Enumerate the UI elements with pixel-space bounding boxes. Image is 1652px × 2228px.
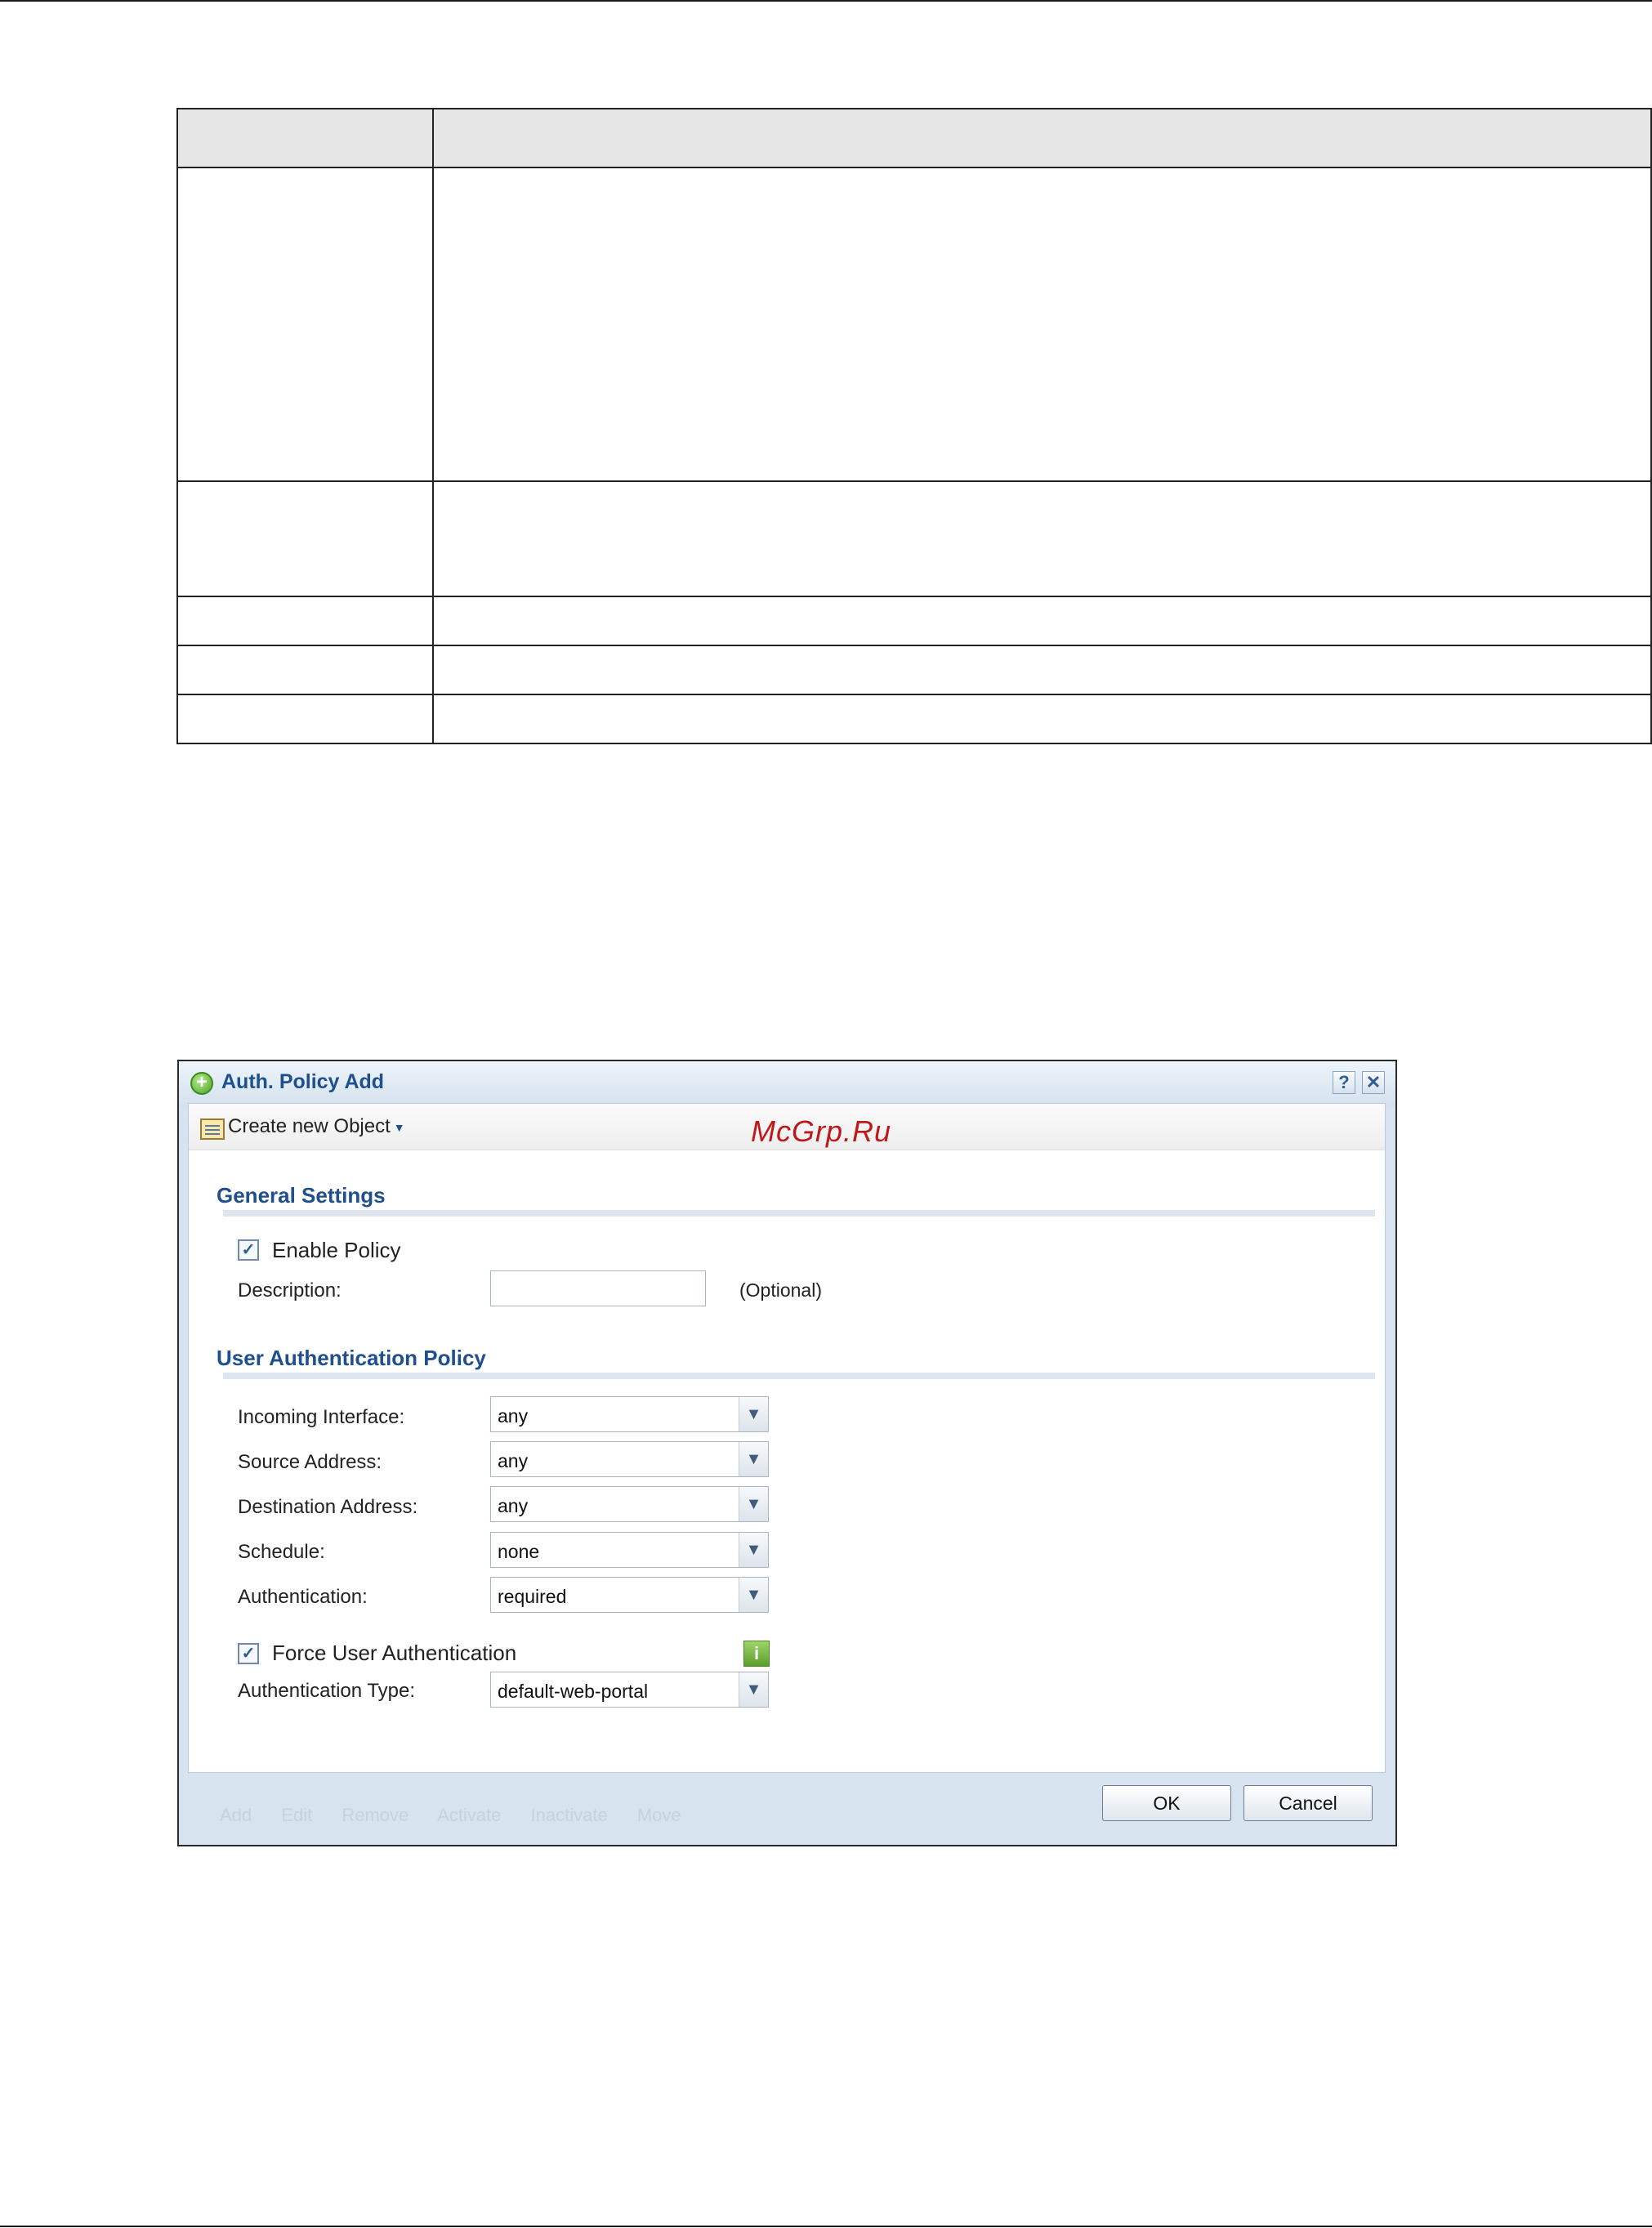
authentication-type-select[interactable] [490, 1672, 769, 1708]
table-row [177, 167, 1651, 481]
select-value: default-web-portal [498, 1681, 649, 1702]
dropdown-caret-icon: ▼ [393, 1120, 405, 1134]
chevron-down-icon[interactable]: ▼ [739, 1672, 768, 1707]
force-user-auth-label: Force User Authentication [272, 1641, 517, 1665]
dialog-title: Auth. Policy Add [221, 1070, 385, 1093]
authentication-type-label: Authentication Type: [238, 1680, 416, 1702]
description-input[interactable] [490, 1270, 706, 1306]
chevron-down-icon[interactable]: ▼ [739, 1487, 768, 1521]
force-user-auth-checkbox[interactable]: ✓ [238, 1643, 259, 1664]
table-row [177, 596, 1651, 645]
table-cell [177, 167, 433, 481]
table-cell [177, 109, 433, 167]
table-cell [177, 694, 433, 743]
select-value: none [498, 1541, 540, 1562]
ghost-move: Move [636, 1805, 681, 1825]
enable-policy-checkbox[interactable]: ✓ [238, 1239, 259, 1261]
user-auth-policy-title: User Authentication Policy [217, 1346, 486, 1370]
auth-policy-add-dialog [177, 1060, 1397, 1846]
dialog-titlebar [179, 1061, 1395, 1107]
bottom-rule [0, 2226, 1652, 2227]
destination-address-select[interactable] [490, 1486, 769, 1522]
select-value: required [498, 1586, 567, 1607]
description-label: Description: [238, 1279, 342, 1302]
table-row [177, 645, 1651, 694]
dialog-toolbar [189, 1104, 1385, 1150]
close-button[interactable]: ✕ [1362, 1071, 1385, 1094]
enable-policy-label: Enable Policy [272, 1238, 401, 1262]
optional-note: (Optional) [739, 1279, 822, 1301]
top-rule [0, 0, 1652, 2]
section-divider [223, 1210, 1375, 1217]
object-list-icon [200, 1118, 225, 1140]
incoming-interface-label: Incoming Interface: [238, 1406, 405, 1428]
general-settings-title: General Settings [217, 1183, 386, 1208]
select-value: any [498, 1495, 529, 1516]
cancel-button[interactable]: Cancel [1243, 1785, 1373, 1821]
authentication-label: Authentication: [238, 1586, 368, 1608]
chevron-down-icon[interactable]: ▼ [739, 1442, 768, 1476]
ghost-inactivate: Inactivate [530, 1805, 608, 1825]
ghost-activate: Activate [437, 1805, 502, 1825]
destination-address-label: Destination Address: [238, 1496, 418, 1518]
ghost-remove: Remove [342, 1805, 409, 1825]
ghost-add: Add [220, 1805, 252, 1825]
table-cell [433, 167, 1651, 481]
schedule-select[interactable] [490, 1532, 769, 1568]
table-row [177, 694, 1651, 743]
table-cell [177, 596, 433, 645]
info-icon[interactable]: i [743, 1641, 770, 1667]
add-icon: + [190, 1072, 213, 1095]
authentication-select[interactable] [490, 1577, 769, 1613]
source-address-select[interactable] [490, 1441, 769, 1477]
table-cell [433, 596, 1651, 645]
section-divider [223, 1373, 1375, 1379]
table-cell [433, 694, 1651, 743]
ghost-edit: Edit [281, 1805, 313, 1825]
select-value: any [498, 1405, 529, 1427]
schedule-label: Schedule: [238, 1541, 325, 1563]
background-toolbar [220, 1805, 706, 1826]
create-new-object-label: Create new Object [228, 1115, 391, 1137]
dialog-content [188, 1103, 1386, 1773]
source-address-label: Source Address: [238, 1451, 382, 1473]
chevron-down-icon[interactable]: ▼ [739, 1397, 768, 1431]
create-new-object-menu[interactable] [228, 1115, 405, 1138]
incoming-interface-select[interactable] [490, 1396, 769, 1432]
table-cell [433, 481, 1651, 596]
chevron-down-icon[interactable]: ▼ [739, 1533, 768, 1567]
chevron-down-icon[interactable]: ▼ [739, 1578, 768, 1612]
table-header-row [177, 109, 1651, 167]
table-cell [177, 481, 433, 596]
table-cell [433, 109, 1651, 167]
table-row [177, 481, 1651, 596]
select-value: any [498, 1450, 529, 1471]
table-cell [177, 645, 433, 694]
watermark: McGrp.Ru [751, 1114, 892, 1148]
table-cell [433, 645, 1651, 694]
ok-button[interactable]: OK [1102, 1785, 1231, 1821]
help-button[interactable]: ? [1333, 1071, 1355, 1094]
documentation-table [176, 108, 1652, 744]
